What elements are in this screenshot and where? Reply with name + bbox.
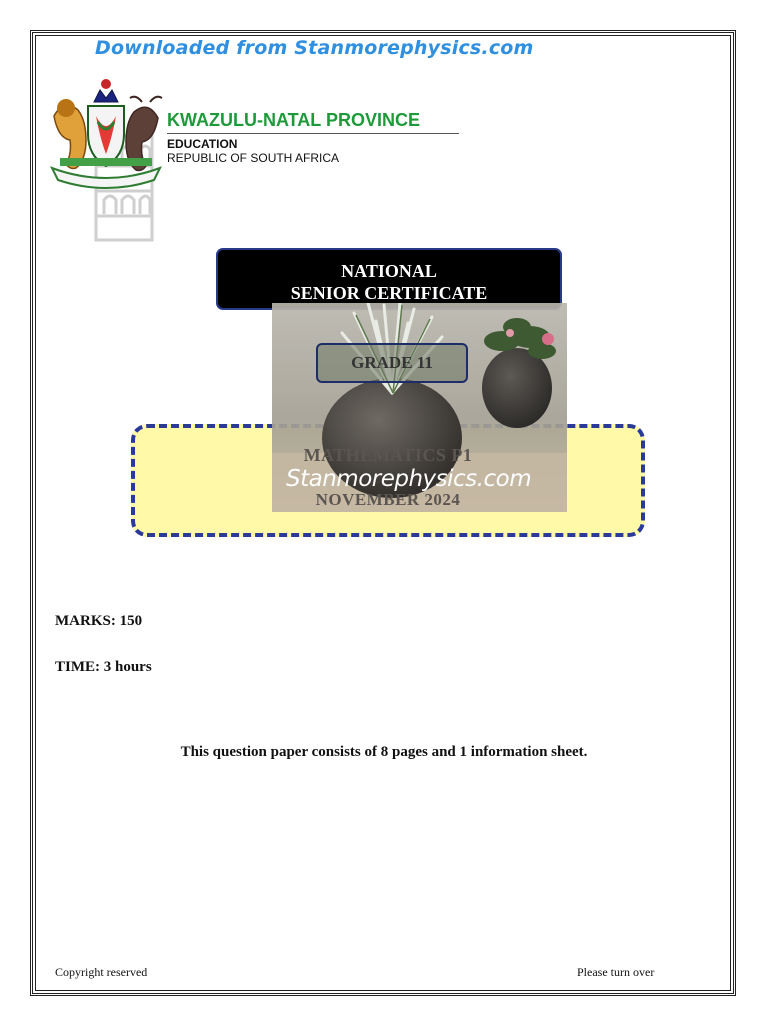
marks-info: MARKS: 150: [55, 613, 143, 629]
province-title: KWAZULU-NATAL PROVINCE: [167, 110, 420, 130]
download-banner: Downloaded from Stanmorephysics.com: [95, 37, 534, 59]
certificate-line-2: SENIOR CERTIFICATE: [290, 283, 488, 303]
country-name: REPUBLIC OF SOUTH AFRICA: [167, 151, 340, 165]
certificate-line-1: NATIONAL: [341, 261, 437, 281]
certificate-title-box: [216, 248, 562, 310]
header-divider: [167, 133, 459, 134]
exam-date: NOVEMBER 2024: [315, 490, 461, 509]
subject-name: MATHEMATICS P1: [303, 445, 473, 465]
watermark-text: Stanmorephysics.com: [286, 466, 532, 492]
coat-of-arms-icon: [46, 76, 166, 246]
time-info: TIME: 3 hours: [55, 659, 152, 675]
footer-copyright: Copyright reserved: [55, 965, 148, 979]
pages-info: This question paper consists of 8 pages and 1 information sheet.: [180, 744, 588, 760]
department-name: EDUCATION: [167, 137, 238, 151]
footer-turn-over: Please turn over: [577, 965, 655, 979]
grade-box: GRADE 11: [316, 343, 468, 383]
